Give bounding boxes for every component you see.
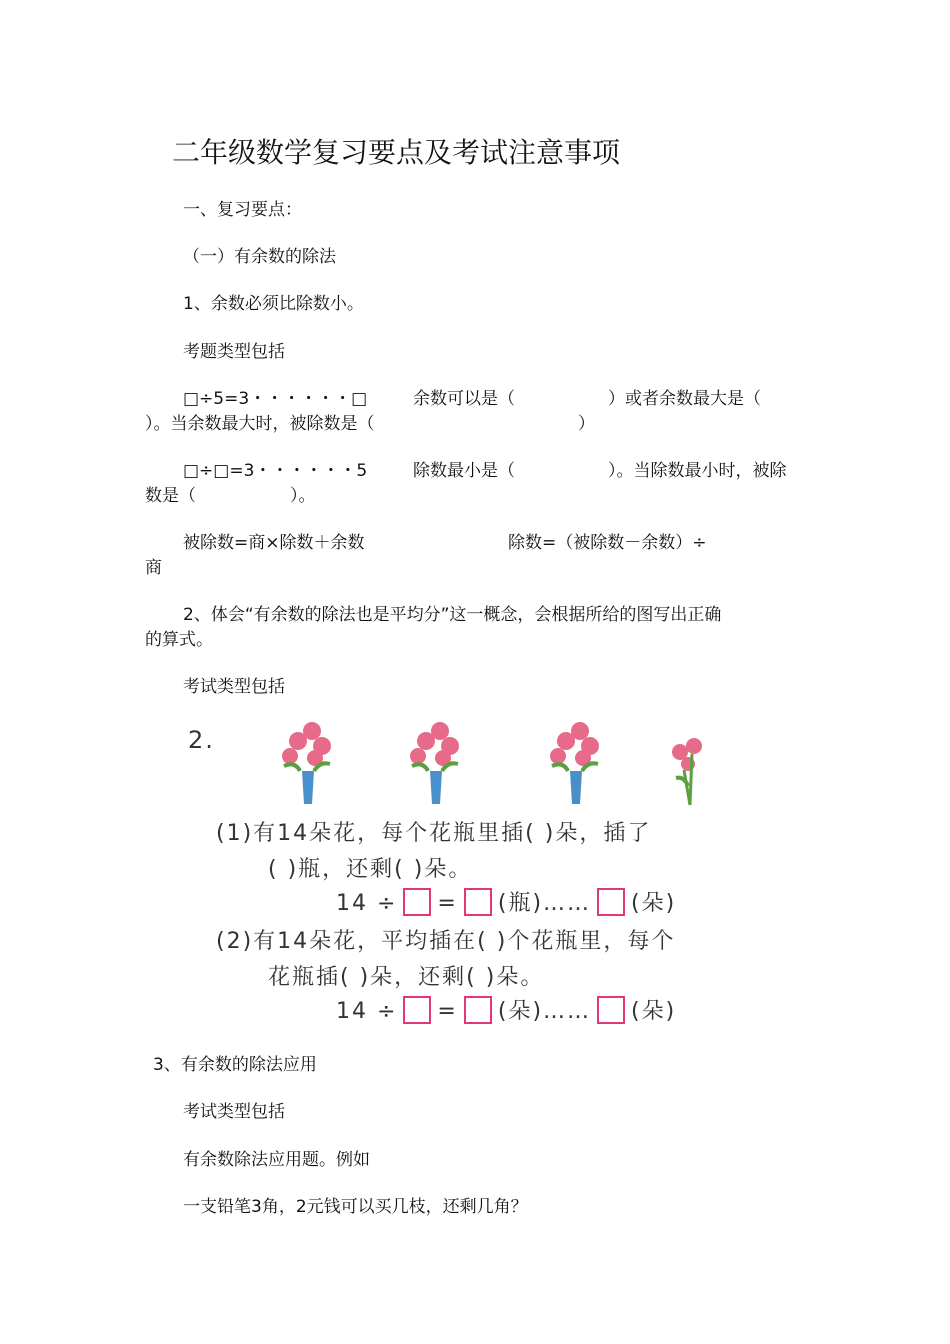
formula-divisor: 除数=（被除数－余数）÷ [508, 533, 707, 553]
figure-line-1: (1)有14朵花，每个花瓶里插( )朵，插了 [216, 821, 652, 846]
vase-1-icon [282, 722, 331, 804]
question-2-part-e: ）。 [290, 486, 316, 506]
answer-box [403, 996, 431, 1024]
answer-box [464, 996, 492, 1024]
eq1-quotient-unit: (瓶)…… [497, 891, 592, 916]
question-1-part-b: 余数可以是（ [413, 389, 515, 409]
question-1-part-d: ）。当余数最大时，被除数是（ [145, 414, 375, 434]
vase-3-icon [550, 722, 599, 804]
loose-flowers-icon [672, 738, 702, 805]
exercise-figure [180, 716, 760, 1036]
application-example-intro: 有余数除法应用题。例如 [183, 1150, 370, 1170]
answer-box [597, 888, 625, 916]
subsection-heading: （一）有余数的除法 [183, 247, 336, 267]
formula-divisor-end: 商 [145, 558, 162, 578]
point-3: 3、有余数的除法应用 [153, 1055, 317, 1075]
figure-number: 2. [188, 726, 215, 754]
question-type-label: 考题类型包括 [183, 342, 285, 362]
point-1: 1、余数必须比除数小。 [183, 294, 364, 314]
answer-box [464, 888, 492, 916]
figure-line-4: 花瓶插( )朵，还剩( )朵。 [268, 965, 545, 990]
vase-2-icon [410, 722, 459, 804]
figure-line-3: (2)有14朵花，平均插在( )个花瓶里，每个 [216, 929, 676, 954]
page-title: 二年级数学复习要点及考试注意事项 [172, 136, 621, 169]
question-1-expression: □÷5=3・・・・・・□ [183, 389, 368, 409]
point-2-line-2: 的算式。 [145, 630, 213, 650]
question-2-part-b: 除数最小是（ [413, 461, 515, 481]
figure-equation-2 [336, 994, 676, 1025]
figure-equation-1 [336, 886, 676, 917]
application-example-question: 一支铅笔3角，2元钱可以买几枝，还剩几角？ [183, 1197, 528, 1217]
eq2-remainder-unit: (朵) [631, 999, 677, 1024]
question-2-expression: □÷□=3・・・・・・5 [183, 461, 368, 481]
question-2-part-d: 数是（ [145, 486, 196, 506]
section-heading: 一、复习要点： [183, 200, 302, 220]
answer-box [403, 888, 431, 916]
exam-type-label: 考试类型包括 [183, 677, 285, 697]
question-1-part-e: ） [578, 414, 595, 434]
question-1-part-c: ）或者余数最大是（ [608, 389, 761, 409]
eq1-dividend: 14 ÷ [336, 891, 398, 916]
eq2-dividend: 14 ÷ [336, 999, 398, 1024]
answer-box [597, 996, 625, 1024]
eq2-equals: = [437, 999, 458, 1024]
figure-line-2: ( )瓶，还剩( )朵。 [268, 857, 473, 882]
eq2-quotient-unit: (朵)…… [497, 999, 592, 1024]
exam-type-label-2: 考试类型包括 [183, 1102, 285, 1122]
flower-vases-illustration [270, 716, 830, 811]
eq1-remainder-unit: (朵) [631, 891, 677, 916]
eq1-equals: = [437, 891, 458, 916]
formula-dividend: 被除数=商×除数＋余数 [183, 533, 365, 553]
point-2-line-1: 2、体会“有余数的除法也是平均分”这一概念，会根据所给的图写出正确 [183, 605, 722, 625]
question-2-part-c: ）。当除数最小时，被除 [608, 461, 787, 481]
